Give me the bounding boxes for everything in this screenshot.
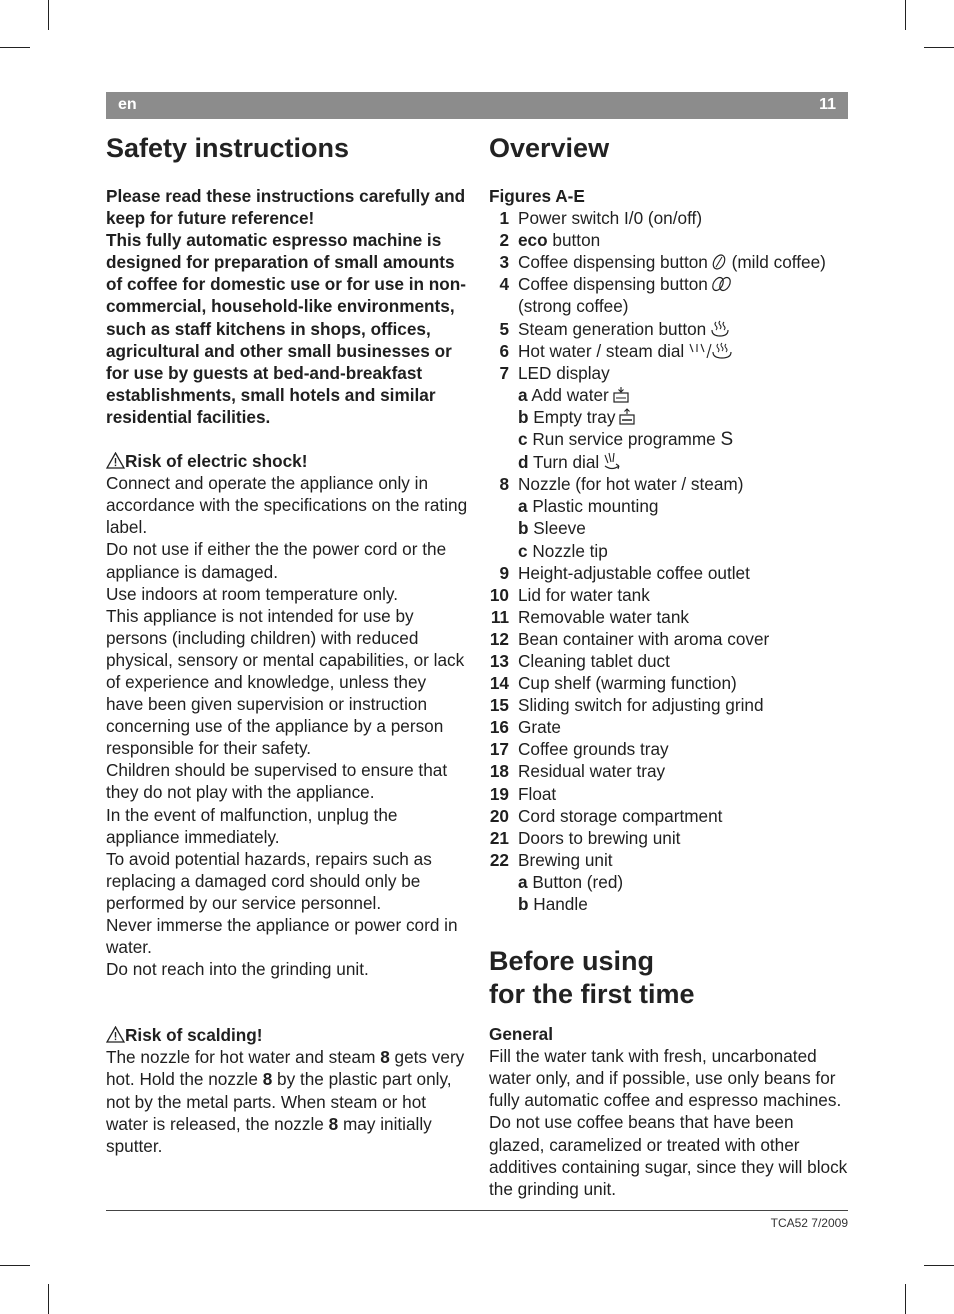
list-subitem: c Run service programme S [518,429,734,451]
list-item: 11 Removable water tank [490,606,690,627]
list-subitem: a Button (red) [518,871,624,892]
crop-mark [905,1284,906,1314]
shock-line: Do not reach into the grinding unit. [106,959,369,980]
shock-line: Children should be supervised to ensure that they do not play with the appliance. [106,760,448,803]
list-item: 1 Power switch I/0 (on/off) [499,208,703,229]
list-subitem: a Add water [489,384,851,406]
shock-line: Never immerse the appliance or power cord in water. [106,915,458,958]
mild-coffee-bean-icon [711,253,727,271]
list-item: 22 Brewing unit [489,849,613,870]
general-heading: General [489,1024,554,1045]
list-item: 17 Coffee grounds tray [489,739,669,760]
list-item: 19 Float [489,783,557,804]
crop-mark [0,47,30,48]
list-item: 13 Cleaning tablet duct [489,650,670,671]
scald-paragraph: The nozzle for hot water and steam 8 gets very hot. Hold the nozzle 8 by the plastic part only, not by the metal parts. When steam or hot water is released, the nozzle 8 may initially sputter. [106,1047,465,1156]
crop-mark [924,47,954,48]
list-item: 21 Doors to brewing unit [489,827,681,848]
strong-coffee-beans-icon [711,275,733,293]
list-item: 14 Cup shelf (warming function) [489,673,737,694]
list-item: 15 Sliding switch for adjusting grind [489,695,764,716]
hot-water-steam-dial-icon [687,342,735,360]
list-item: 6 Hot water / steam dial [489,340,851,362]
list-subitem: d Turn dial [489,451,851,473]
list-item: 12 Bean container with aroma cover [489,628,770,649]
safety-title: Safety instructions [106,133,350,163]
shock-line: To avoid potential hazards, repairs such as replacing a damaged cord should only be performed by our service personnel. [106,848,432,913]
language-label: en [118,96,137,113]
shock-line: In the event of malfunction, unplug the appliance immediately. [106,804,398,847]
crop-mark [924,1265,954,1266]
parts-list [489,207,851,915]
crop-mark [48,1284,49,1314]
list-subitem: b Empty tray [489,406,851,428]
service-s-symbol: S [720,429,734,451]
overview-section [489,132,851,1200]
shock-title: Risk of electric shock! [125,451,308,472]
before-first-use-title: Before using for the first time [489,946,695,1010]
list-item: 9 Height-adjustable coffee outlet [499,562,750,583]
shock-line: Use indoors at room temperature only. [106,583,399,604]
overview-title: Overview [489,133,610,163]
page-header-bar [106,92,848,119]
warning-triangle-icon [106,452,125,469]
list-item: 8 Nozzle (for hot water / steam) [499,474,744,495]
warning-triangle-icon [106,1026,125,1043]
shock-heading [106,450,468,472]
list-item: 7 LED display [499,362,610,383]
safety-intro-2: This fully automatic espresso machine is designed for preparation of small amounts of coffee for domestic use or for use in non-commercial, household-like environments, such as staff kitchens in shops, offices, agricultural and other small businesses or for use by guests at bed-and-breakfast establishments, small hotels and similar residential facilities. [106,230,467,427]
list-item: 18 Residual water tray [489,761,666,782]
list-subitem: b Sleeve [518,518,586,539]
footer-model: TCA52 7/2009 [770,1216,848,1230]
list-item: 20 Cord storage compartment [489,805,723,826]
footer-rule [106,1210,848,1211]
crop-mark [905,0,906,30]
scald-heading [106,1024,468,1046]
shock-line: This appliance is not intended for use by persons (including children) with reduced physical, sensory or mental capabilities, or lack of experience and knowledge, unless they have been given supervision or instruction concerning use of the appliance by a person responsible for their safety. [106,605,465,759]
empty-tray-icon [618,408,636,426]
safety-section [106,132,468,1157]
crop-mark [48,0,49,30]
shock-line: Connect and operate the appliance only in accordance with the specifications on the rating label. [106,473,468,538]
list-item: 16 Grate [489,717,561,738]
scald-title: Risk of scalding! [125,1025,263,1046]
turn-dial-icon [602,451,622,471]
list-item: 4 Coffee dispensing button (strong coffee) [489,273,851,317]
steam-icon [709,320,731,338]
shock-line: Do not use if either the the power cord or the appliance is damaged. [106,539,447,582]
list-item: 2 eco button [499,230,601,251]
page-number: 11 [819,96,836,113]
general-text: Fill the water tank with fresh, uncarbonated water only, and if possible, use only beans for fully automatic coffee and espresso machines. Do not use coffee beans that have been glazed, caramelized or treated with other additives containing sugar, since they will block the grinding unit. [489,1046,848,1199]
list-subitem: a Plastic mounting [518,496,659,517]
figures-label: Figures A-E [489,186,585,206]
crop-mark [0,1265,30,1266]
list-item: 5 Steam generation button [489,318,851,340]
list-item: 3 Coffee dispensing button (mild coffee) [499,252,826,273]
list-subitem: b Handle [518,894,588,914]
list-subitem: c Nozzle tip [518,540,608,561]
list-item: 10 Lid for water tank [489,584,650,605]
safety-intro-1: Please read these instructions carefully and keep for future reference! [106,186,466,229]
add-water-icon [612,386,630,404]
